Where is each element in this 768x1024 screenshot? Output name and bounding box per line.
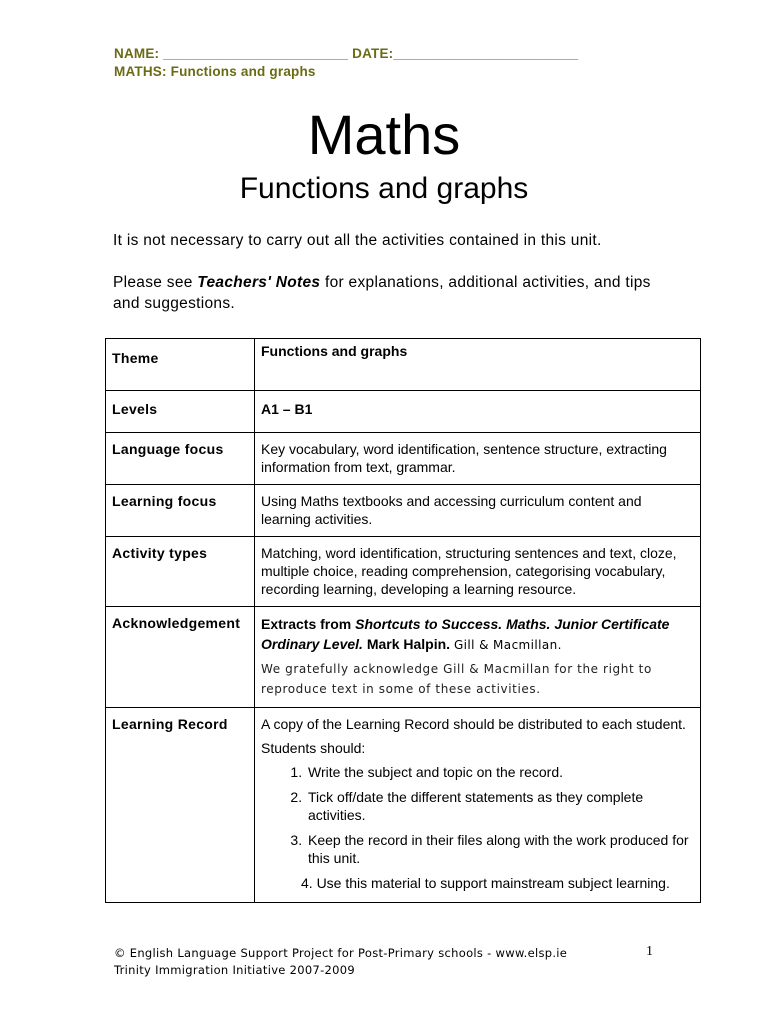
intro-pre: Please see: [113, 274, 198, 291]
ack-author: Mark Halpin.: [366, 636, 451, 652]
acknowledgement-key: Acknowledgement: [106, 607, 255, 708]
learning-focus-key: Learning focus: [106, 485, 255, 537]
ack-publisher: Gill & Macmillan.: [453, 638, 562, 652]
language-focus-key: Language focus: [106, 433, 255, 485]
learning-record-key: Learning Record: [106, 708, 255, 903]
intro-line-1: It is not necessary to carry out all the activities contained in this unit.: [113, 232, 602, 249]
row-acknowledgement: [106, 607, 701, 708]
activity-types-key: Activity types: [106, 537, 255, 607]
page-number: 1: [646, 944, 653, 959]
intro-post: for explanations, additional activities, and tips and suggestions.: [113, 274, 651, 312]
name-date-line: NAME: ________________________ DATE:________________________: [114, 46, 579, 61]
list-item: 2. Tick off/date the different statements as they complete activities.: [306, 788, 694, 824]
unit-info-table: [105, 338, 701, 903]
row-activity-types: [106, 537, 701, 607]
levels-value: A1 – B1: [255, 391, 701, 433]
language-focus-value: Key vocabulary, word identification, sentence structure, extracting information from text, grammar.: [255, 433, 701, 485]
record-steps-list: [261, 763, 694, 867]
record-last-step: 4. Use this material to support mainstream subject learning.: [301, 875, 670, 891]
subject-line: MATHS: Functions and graphs: [114, 64, 316, 79]
footer-initiative: Trinity Immigration Initiative 2007-2009: [114, 963, 356, 977]
row-theme: [106, 339, 701, 391]
record-intro: A copy of the Learning Record should be distributed to each student.: [261, 716, 686, 732]
ack-extracts: Extracts from: [261, 616, 352, 632]
row-learning-record: [106, 708, 701, 903]
list-item: 3. Keep the record in their files along with the work produced for this unit.: [306, 831, 694, 867]
ack-note: We gratefully acknowledge Gill & Macmillan for the right to reproduce text in some of these activities.: [261, 662, 652, 696]
learning-record-value: [255, 708, 701, 903]
ack-book-title: Shortcuts to Success. Maths. Junior Certificate Ordinary Level.: [261, 616, 670, 652]
theme-key: Theme: [106, 339, 255, 391]
levels-key: Levels: [106, 391, 255, 433]
theme-value: Functions and graphs: [255, 339, 701, 391]
footer-copyright: © English Language Support Project for Post-Primary schools - www.elsp.ie: [114, 946, 568, 960]
row-learning-focus: [106, 485, 701, 537]
row-levels: [106, 391, 701, 433]
intro-line-2: [113, 272, 673, 314]
acknowledgement-value: [255, 607, 701, 708]
list-item: 1. Write the subject and topic on the record.: [306, 763, 694, 781]
row-language-focus: [106, 433, 701, 485]
activity-types-value: Matching, word identification, structuring sentences and text, cloze, multiple choice, reading comprehension, categorising vocabulary, recording learning, developing a learning resource.: [255, 537, 701, 607]
learning-focus-value: Using Maths textbooks and accessing curriculum content and learning activities.: [255, 485, 701, 537]
page-title: Maths: [307, 103, 461, 166]
teachers-notes-ref: Teachers' Notes: [197, 274, 321, 291]
record-students-should: Students should:: [261, 740, 366, 756]
page-subtitle: Functions and graphs: [239, 172, 529, 205]
